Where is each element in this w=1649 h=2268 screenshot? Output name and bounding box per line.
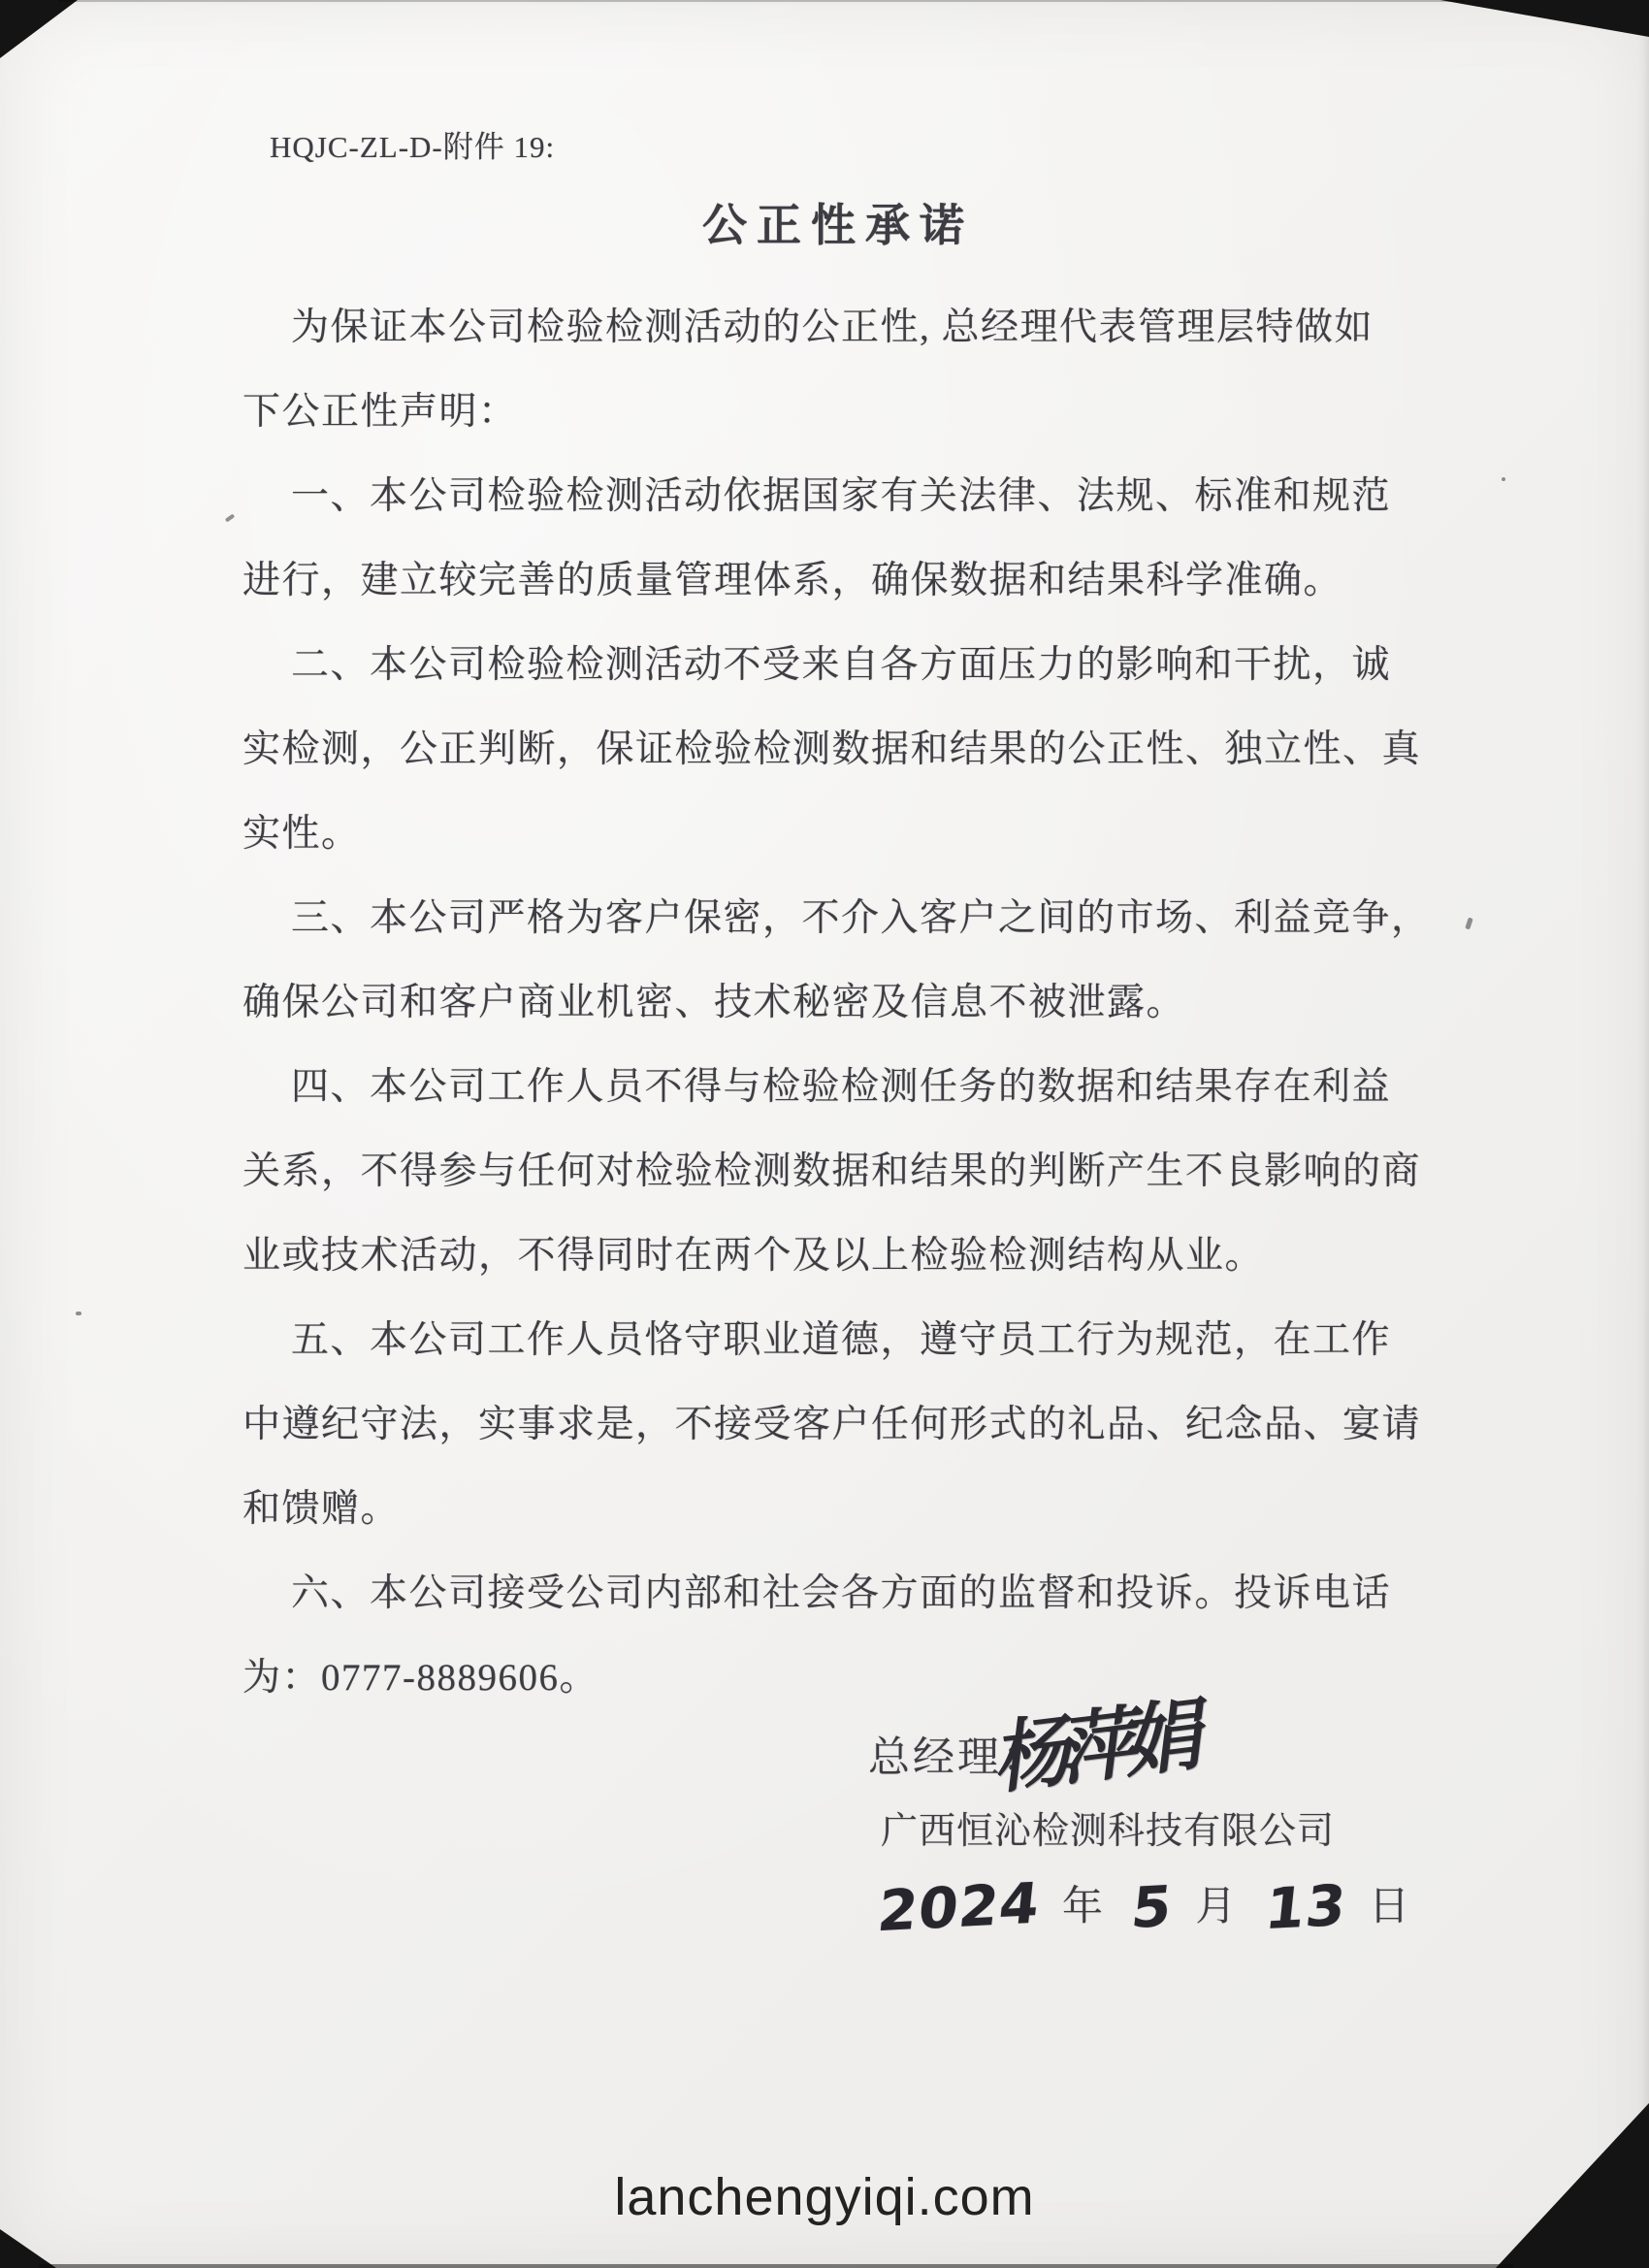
document-title: 公正性承诺 xyxy=(702,201,974,250)
scan-artifact-top-edge xyxy=(58,0,1465,2)
date-day-label: 日 xyxy=(1369,1885,1411,1929)
body-line: 和馈赠。 xyxy=(242,1488,401,1530)
scan-speck xyxy=(225,513,235,522)
body-line: 五、本公司工作人员恪守职业道德，遵守员工行为规范，在工作 xyxy=(291,1319,1392,1361)
body-line: 二、本公司检验检测活动不受来自各方面压力的影响和干扰，诚 xyxy=(291,644,1392,686)
body-line: 确保公司和客户商业机密、技术秘密及信息不被泄露。 xyxy=(242,982,1186,1023)
company-name: 广西恒沁检测科技有限公司 xyxy=(881,1811,1336,1852)
body-line: 关系，不得参与任何对检验检测数据和结果的判断产生不良影响的商 xyxy=(242,1150,1422,1192)
scan-artifact-bottom-edge xyxy=(39,2264,1513,2268)
body-line: 中遵纪守法，实事求是，不接受客户任何形式的礼品、纪念品、宴请 xyxy=(242,1404,1422,1445)
scan-speck xyxy=(1502,477,1505,481)
date-line xyxy=(874,1869,1424,1945)
body-line: 实检测，公正判断，保证检验检测数据和结果的公正性、独立性、真 xyxy=(242,729,1422,770)
document-body xyxy=(242,285,1436,1720)
document-reference: HQJC-ZL-D-附件 19: xyxy=(270,130,556,164)
body-line: 实性。 xyxy=(242,813,361,855)
general-manager-label: 总经理： xyxy=(868,1735,1047,1781)
date-month-handwritten: 5 xyxy=(1128,1872,1177,1942)
scan-speck xyxy=(76,1312,81,1315)
general-manager-signature: 杨萍娟 xyxy=(993,1688,1202,1805)
date-day-handwritten: 13 xyxy=(1261,1871,1350,1943)
body-line: 四、本公司工作人员不得与检验检测任务的数据和结果存在利益 xyxy=(291,1066,1392,1108)
body-line: 下公正性声明： xyxy=(242,391,518,433)
date-year-label: 年 xyxy=(1061,1885,1104,1929)
date-month-label: 月 xyxy=(1195,1885,1238,1929)
body-line: 为：0777-8889606。 xyxy=(242,1657,598,1699)
scan-artifact-corner-top-right xyxy=(1440,0,1649,37)
body-line: 进行，建立较完善的质量管理体系，确保数据和结果科学准确。 xyxy=(242,560,1343,601)
date-year-handwritten: 2024 xyxy=(874,1869,1044,1945)
scan-artifact-corner-top-left xyxy=(0,0,78,58)
watermark-url: lanchengyiqi.com xyxy=(614,2168,1035,2226)
scan-speck xyxy=(1465,918,1472,930)
scan-artifact-corner-bottom-left xyxy=(0,2229,56,2268)
body-line: 为保证本公司检验检测活动的公正性, 总经理代表管理层特做如 xyxy=(291,307,1374,348)
body-line: 一、本公司检验检测活动依据国家有关法律、法规、标准和规范 xyxy=(291,475,1392,517)
body-line: 业或技术活动，不得同时在两个及以上检验检测结构从业。 xyxy=(242,1235,1265,1277)
body-line: 三、本公司严格为客户保密，不介入客户之间的市场、利益竞争， xyxy=(291,897,1431,939)
body-line: 六、本公司接受公司内部和社会各方面的监督和投诉。投诉电话 xyxy=(291,1572,1392,1614)
